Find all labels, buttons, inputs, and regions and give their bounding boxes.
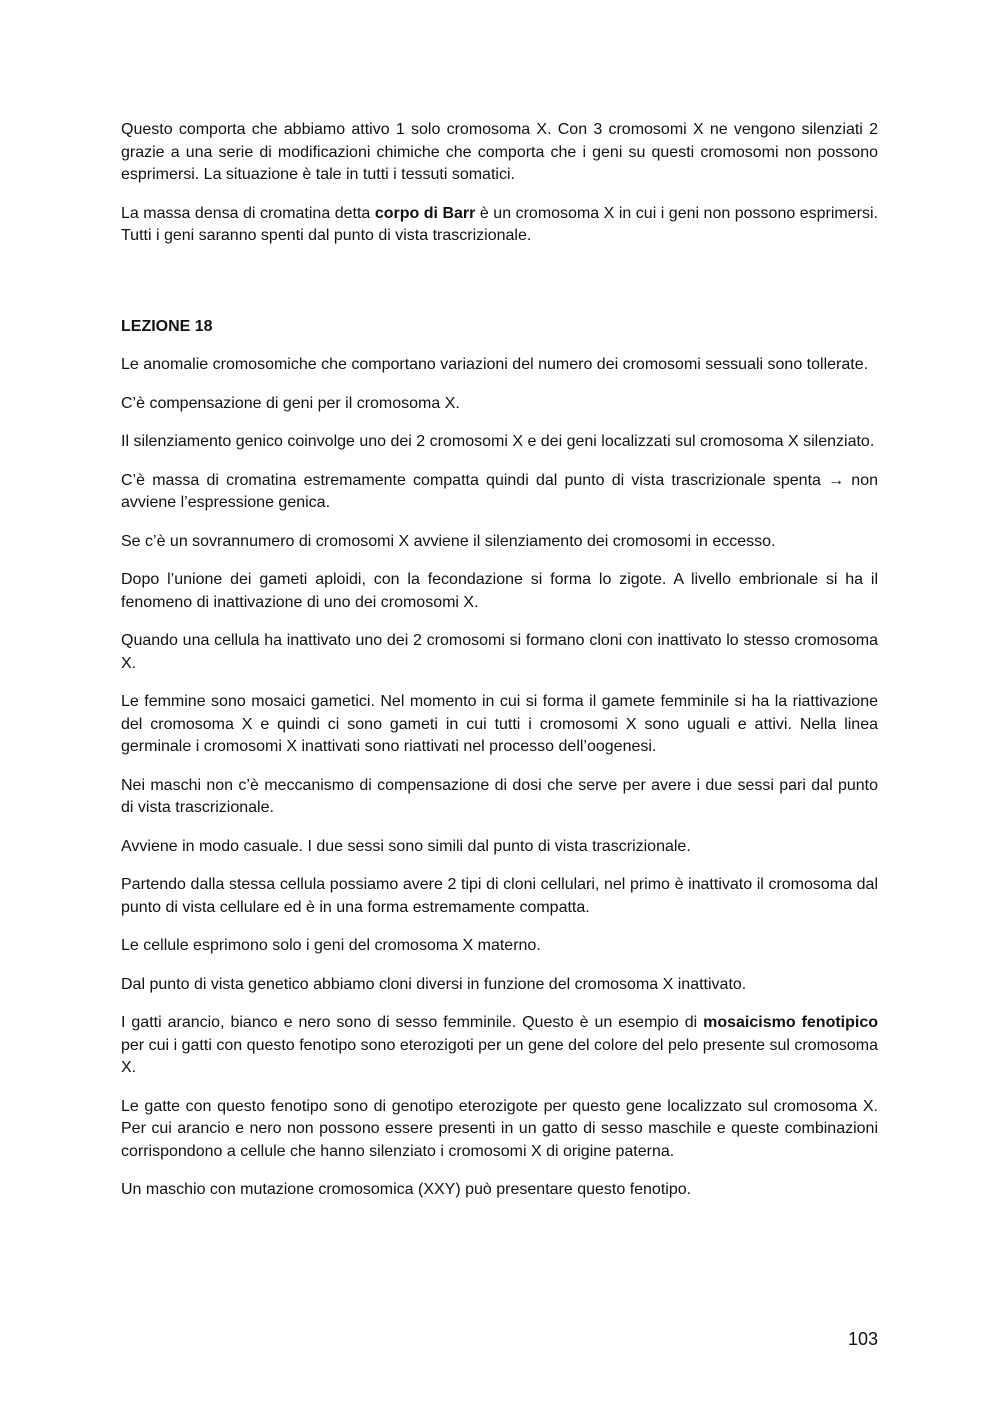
paragraph: Avviene in modo casuale. I due sessi sono simili dal punto di vista trascrizionale. xyxy=(121,837,691,855)
paragraph: Se c’è un sovrannumero di cromosomi X avviene il silenziamento dei cromosomi in eccesso. xyxy=(121,532,776,550)
page-number: 103 xyxy=(847,1329,878,1349)
spacer xyxy=(121,264,878,302)
paragraph: C’è massa di cromatina estremamente compatta quindi dal punto di vista trascrizionale spenta → non avviene l’espressione genica. xyxy=(121,471,878,511)
paragraph: Nei maschi non c’è meccanismo di compensazione di dosi che serve per avere i due sessi pari dal punto di vista trascrizionale. xyxy=(121,776,878,816)
paragraph: Le anomalie cromosomiche che comportano variazioni del numero dei cromosomi sessuali sono tollerate. xyxy=(121,356,869,373)
paragraph: Quando una cellula ha inattivato uno dei 2 cromosomi si formano cloni con inattivato lo stesso cromosoma X. xyxy=(121,632,878,672)
paragraph: Le cellule esprimono solo i geni del cromosoma X materno. xyxy=(121,937,541,954)
paragraph: Le gatte con questo fenotipo sono di genotipo eterozigote per questo gene localizzato sul cromosoma X. Per cui arancio e nero non possono essere presenti in un gatto di sesso maschile e queste combinazioni corrispondono a cellule che hanno silenziato i cromosomi X di origine paterna. xyxy=(121,1097,878,1160)
paragraph xyxy=(121,119,878,187)
page-content xyxy=(121,119,878,1218)
text: è un cromosoma X in cui i geni non possono esprimersi. Tutti i geni saranno spenti dal punto di vista trascrizionale. xyxy=(121,204,878,244)
bold-term: mosaicismo fenotipico xyxy=(703,1014,879,1031)
text: La massa densa di cromatina detta xyxy=(121,204,375,222)
paragraph: Dopo l’unione dei gameti aploidi, con la fecondazione si forma lo zigote. A livello embrionale si ha il fenomeno di inattivazione di uno dei cromosomi X. xyxy=(121,571,878,611)
paragraph: Dal punto di vista genetico abbiamo cloni diversi in funzione del cromosoma X inattivato. xyxy=(121,975,747,993)
bold-term: corpo di Barr xyxy=(374,204,476,222)
section-heading: LEZIONE 18 xyxy=(121,317,213,335)
text: per cui i gatti con questo fenotipo sono eterozigoti per un gene del colore del pelo presente sul cromosoma X. xyxy=(121,1036,878,1076)
paragraph: Le femmine sono mosaici gametici. Nel momento in cui si forma il gamete femminile si ha la riattivazione del cromosoma X e quindi ci sono gameti in cui tutti i cromosomi X sono uguali e attivi. Nella linea germinale i cromosomi X inattivati sono riattivati nel processo dell’oogenesi. xyxy=(121,693,878,755)
paragraph: Il silenziamento genico coinvolge uno dei 2 cromosomi X e dei geni localizzati sul cromosoma X silenziato. xyxy=(121,433,875,450)
text: Questo comporta che abbiamo attivo 1 solo cromosoma X. Con 3 cromosomi X ne vengono silenziati 2 grazie a una serie di modificazioni chimiche che comporta che i geni su questi cromosomi non possono esprimersi. La situazione è tale in tutti i tessuti somatici. xyxy=(121,121,878,183)
paragraph: Partendo dalla stessa cellula possiamo avere 2 tipi di cloni cellulari, nel primo è inattivato il cromosoma dal punto di vista cellulare ed è in una forma estremamente compatta. xyxy=(121,876,878,916)
text: I gatti arancio, bianco e nero sono di sesso femminile. Questo è un esempio di xyxy=(121,1014,704,1031)
paragraph-corpo-di-barr xyxy=(121,203,878,248)
paragraph-mosaicismo xyxy=(121,1012,878,1080)
paragraph: Un maschio con mutazione cromosomica (XXY) può presentare questo fenotipo. xyxy=(121,1181,692,1198)
paragraph: C’è compensazione di geni per il cromosoma X. xyxy=(121,394,460,412)
